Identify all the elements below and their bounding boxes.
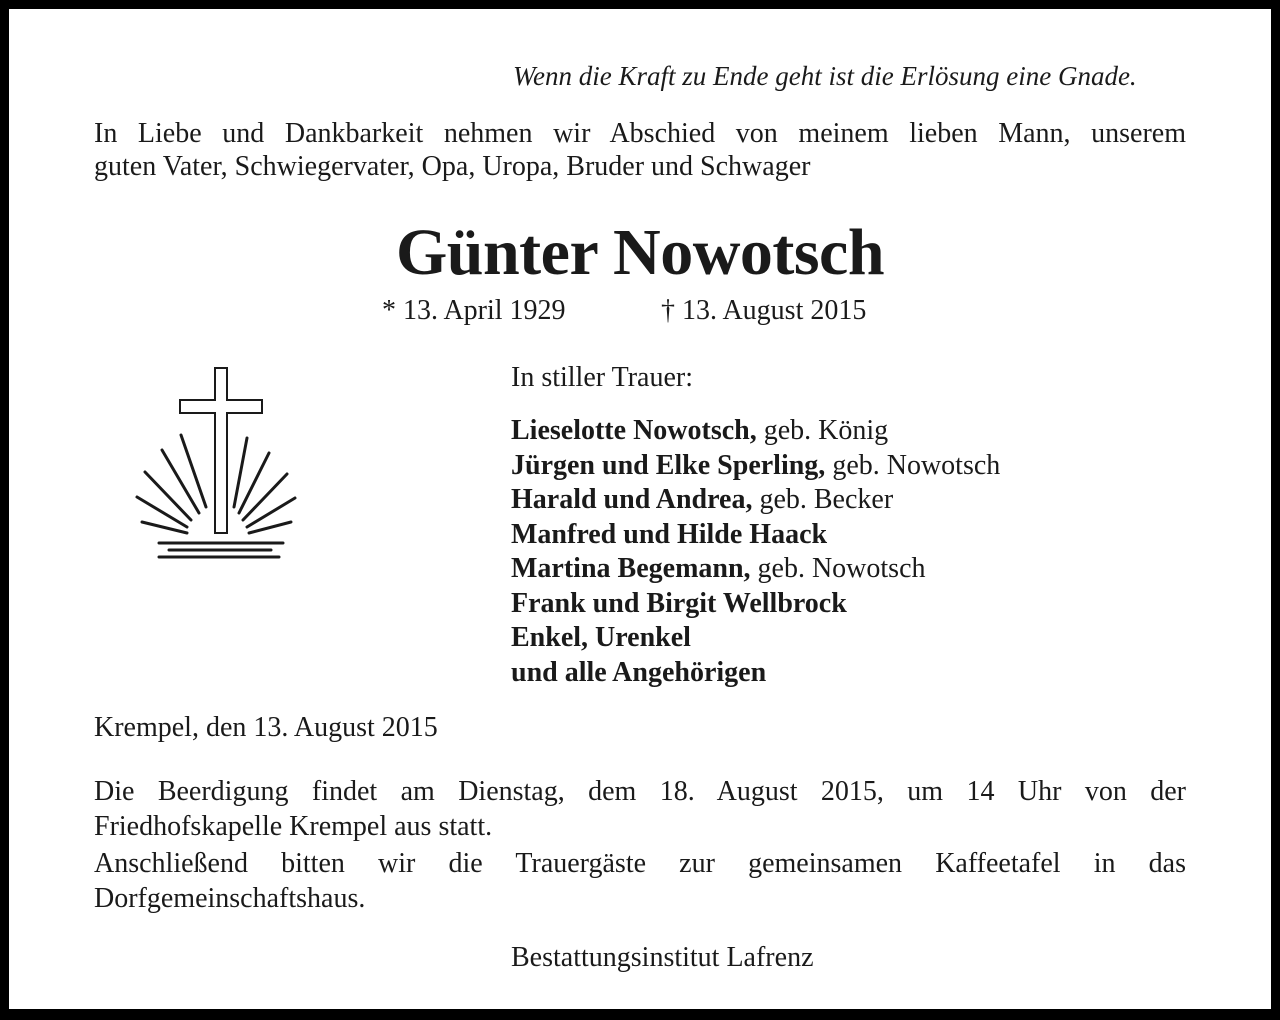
mourners-list bbox=[511, 414, 1000, 690]
cross-sunrise-icon bbox=[129, 365, 299, 565]
funeral-line-1: Die Beerdigung findet am Dienstag, dem 18. August 2015, um 14 Uhr von der bbox=[94, 776, 1186, 807]
list-item bbox=[511, 656, 1000, 691]
intro-line-1: In Liebe und Dankbarkeit nehmen wir Abschied von meinem lieben Mann, unserem bbox=[94, 118, 1186, 149]
mourner-name: Enkel, Urenkel bbox=[511, 622, 691, 653]
reception-line-1: Anschließend bitten wir die Trauergäste zur gemeinsamen Kaffeetafel in das bbox=[94, 848, 1186, 879]
list-item bbox=[511, 414, 1000, 449]
mourner-note: geb. Becker bbox=[759, 484, 894, 515]
reception-line-2: Dorfgemeinschaftshaus. bbox=[94, 883, 366, 914]
list-item bbox=[511, 587, 1000, 622]
funeral-info bbox=[94, 774, 1186, 844]
intro-text bbox=[94, 117, 1186, 183]
mourner-note: geb. König bbox=[763, 415, 889, 446]
quote: Wenn die Kraft zu Ende geht ist die Erlösung eine Gnade. bbox=[513, 61, 1137, 91]
list-item bbox=[511, 449, 1000, 484]
reception-info bbox=[94, 846, 1186, 916]
list-item bbox=[511, 621, 1000, 656]
list-item bbox=[511, 483, 1000, 518]
obituary-notice bbox=[9, 9, 1271, 1009]
death-date: † 13. August 2015 bbox=[661, 295, 867, 326]
mourner-name: Frank und Birgit Wellbrock bbox=[511, 587, 847, 619]
deceased-name: Günter Nowotsch bbox=[395, 216, 885, 289]
mourner-name: Harald und Andrea, bbox=[511, 484, 753, 515]
mourner-note: geb. Nowotsch bbox=[757, 553, 926, 584]
list-item bbox=[511, 518, 1000, 553]
place-date: Krempel, den 13. August 2015 bbox=[94, 712, 438, 743]
mourner-name: und alle Angehörigen bbox=[511, 656, 767, 688]
mourning-heading: In stiller Trauer: bbox=[511, 362, 693, 393]
mourner-name: Manfred und Hilde Haack bbox=[511, 518, 828, 550]
mourner-name: Lieselotte Nowotsch, bbox=[511, 415, 757, 446]
funeral-line-2: Friedhofskapelle Krempel aus statt. bbox=[94, 811, 493, 842]
undertaker: Bestattungsinstitut Lafrenz bbox=[511, 942, 814, 973]
mourner-name: Jürgen und Elke Sperling, bbox=[511, 449, 826, 481]
list-item bbox=[511, 552, 1000, 587]
intro-line-2: guten Vater, Schwiegervater, Opa, Uropa, Bruder und Schwager bbox=[94, 151, 811, 182]
mourner-name: Martina Begemann, bbox=[511, 553, 751, 584]
mourner-note: geb. Nowotsch bbox=[832, 449, 1001, 481]
birth-date: * 13. April 1929 bbox=[382, 295, 566, 326]
